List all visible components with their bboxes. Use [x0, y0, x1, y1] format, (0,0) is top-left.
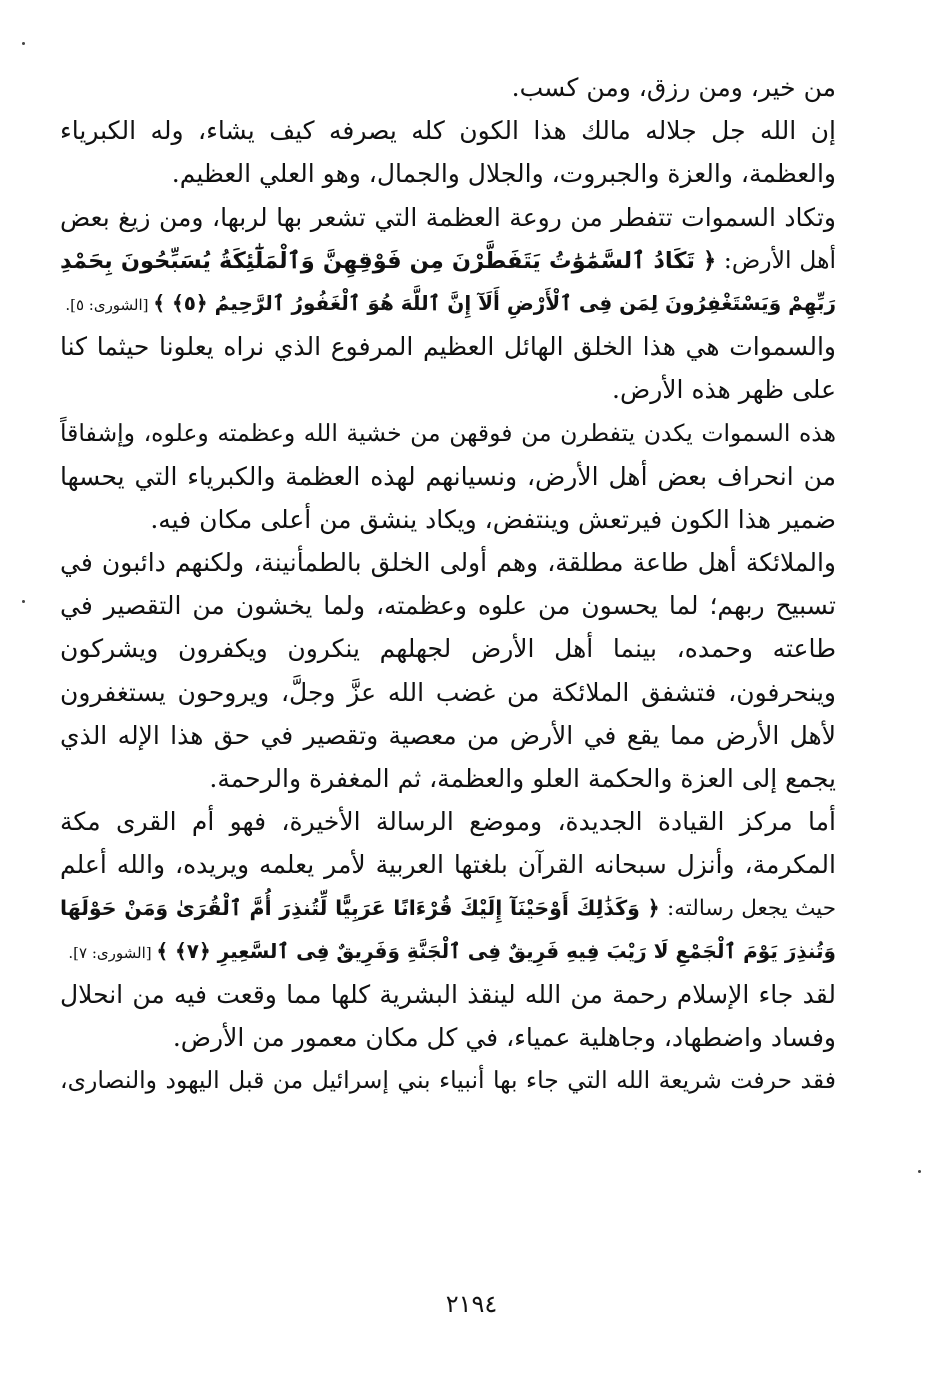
quran-verse: وَتُنذِرَ يَوْمَ ٱلْجَمْعِ لَا رَيْبَ فِيهِ فَرِيقٌ فِى ٱلْجَنَّةِ وَفَرِيقٌ فِى ٱلسَّعِيرِ ﴿٧﴾ ﴾ — [156, 938, 836, 963]
text-line: والسموات هي هذا الخلق الهائل العظيم المرفوع الذي نراه يعلونا حيثما كنا — [60, 332, 836, 362]
verse-line — [60, 930, 836, 973]
quran-verse: ﴿ وَكَذَٰلِكَ أَوْحَيْنَآ إِلَيْكَ قُرْءَانًا عَرَبِيًّا لِّتُنذِرَ أُمَّ ٱلْقُرَىٰ وَمَنْ حَوْلَهَا — [60, 895, 660, 920]
text-line: ضمير هذا الكون فيرتعش وينتفض، ويكاد ينشق من أعلى مكان فيه. — [150, 504, 836, 534]
verse-line — [60, 239, 836, 282]
scan-speck — [22, 42, 25, 45]
scan-speck — [22, 600, 25, 603]
text-line: فقد حرفت شريعة الله التي جاء بها أنبياء بني إسرائيل من قبل اليهود والنصارى، — [60, 1066, 836, 1095]
text-line: وتكاد السموات تتفطر من روعة العظمة التي تشعر بها لربها، ومن زيغ بعض — [60, 202, 836, 232]
text-line: من انحراف بعض أهل الأرض، ونسيانهم لهذه العظمة والكبرياء التي يحسها — [60, 461, 836, 491]
verse-intro: أهل الأرض: — [716, 245, 836, 274]
text-line: أما مركز القيادة الجديدة، وموضع الرسالة الأخيرة، فهو أم القرى مكة — [60, 807, 836, 837]
text-line: تسبيح ربهم؛ لما يحسون من علوه وعظمته، ولما يخشون من التقصير في — [60, 591, 836, 621]
text-line: هذه السموات يكدن يتفطرن من فوقهن من خشية الله وعظمته وعلوه، وإشفاقاً — [60, 418, 836, 447]
scan-speck — [918, 1170, 921, 1173]
verse-intro: حيث يجعل رسالته: — [659, 895, 836, 921]
page-number: ٢١٩٤ — [445, 1290, 498, 1318]
text-line: طاعته وحمده، بينما أهل الأرض لجهلهم ينكرون ويكفرون ويشركون — [60, 634, 836, 664]
text-line: إن الله جل جلاله مالك هذا الكون كله يصرفه كيف يشاء، وله الكبرياء — [60, 116, 836, 146]
text-line: وينحرفون، فتشفق الملائكة من غضب الله عزَّ وجلَّ، ويروحون يستغفرون — [60, 677, 836, 707]
page-body-text — [60, 66, 836, 1103]
text-line: يجمع إلى العزة والحكمة العلو والعظمة، ثم المغفرة والرحمة. — [209, 764, 836, 793]
text-line: والعظمة، والعزة والجبروت، والجلال والجمال، وهو العلي العظيم. — [171, 159, 836, 189]
text-line: المكرمة، وأنزل سبحانه القرآن بلغتها العربية لأمر يعلمه ويريده، والله أعلم — [60, 850, 836, 880]
text-line: لأهل الأرض مما يقع في الأرض من معصية وتقصير في حق هذا الإله الذي — [60, 720, 836, 750]
verse-line — [60, 282, 836, 325]
text-line: من خير، ومن رزق، ومن كسب. — [511, 73, 836, 102]
quran-verse: رَبِّهِمْ وَيَسْتَغْفِرُونَ لِمَن فِى ٱلْأَرْضِ أَلَآ إِنَّ ٱللَّهَ هُوَ ٱلْغَفُورُ ٱلرَّحِيمُ ﴿٥﴾ ﴾ — [153, 290, 836, 315]
verse-line — [60, 887, 836, 930]
verse-reference: [الشورى: ٧]. — [68, 943, 157, 962]
text-line: وفساد واضطهاد، وجاهلية عمياء، في كل مكان معمور من الأرض. — [172, 1023, 836, 1053]
verse-reference: [الشورى: ٥]. — [65, 295, 154, 314]
text-line: على ظهر هذه الأرض. — [612, 375, 836, 405]
quran-verse: ﴿ تَكَادُ ٱلسَّمَٰوَٰتُ يَتَفَطَّرْنَ مِن فَوْقِهِنَّ وَٱلْمَلَٰٓئِكَةُ يُسَبِّحُونَ بِحَمْدِ — [60, 247, 717, 274]
text-line: لقد جاء الإسلام رحمة من الله لينقذ البشرية كلها مما وقعت فيه من انحلال — [60, 979, 836, 1009]
text-line: والملائكة أهل طاعة مطلقة، وهم أولى الخلق بالطمأنينة، ولكنهم دائبون في — [60, 548, 836, 578]
